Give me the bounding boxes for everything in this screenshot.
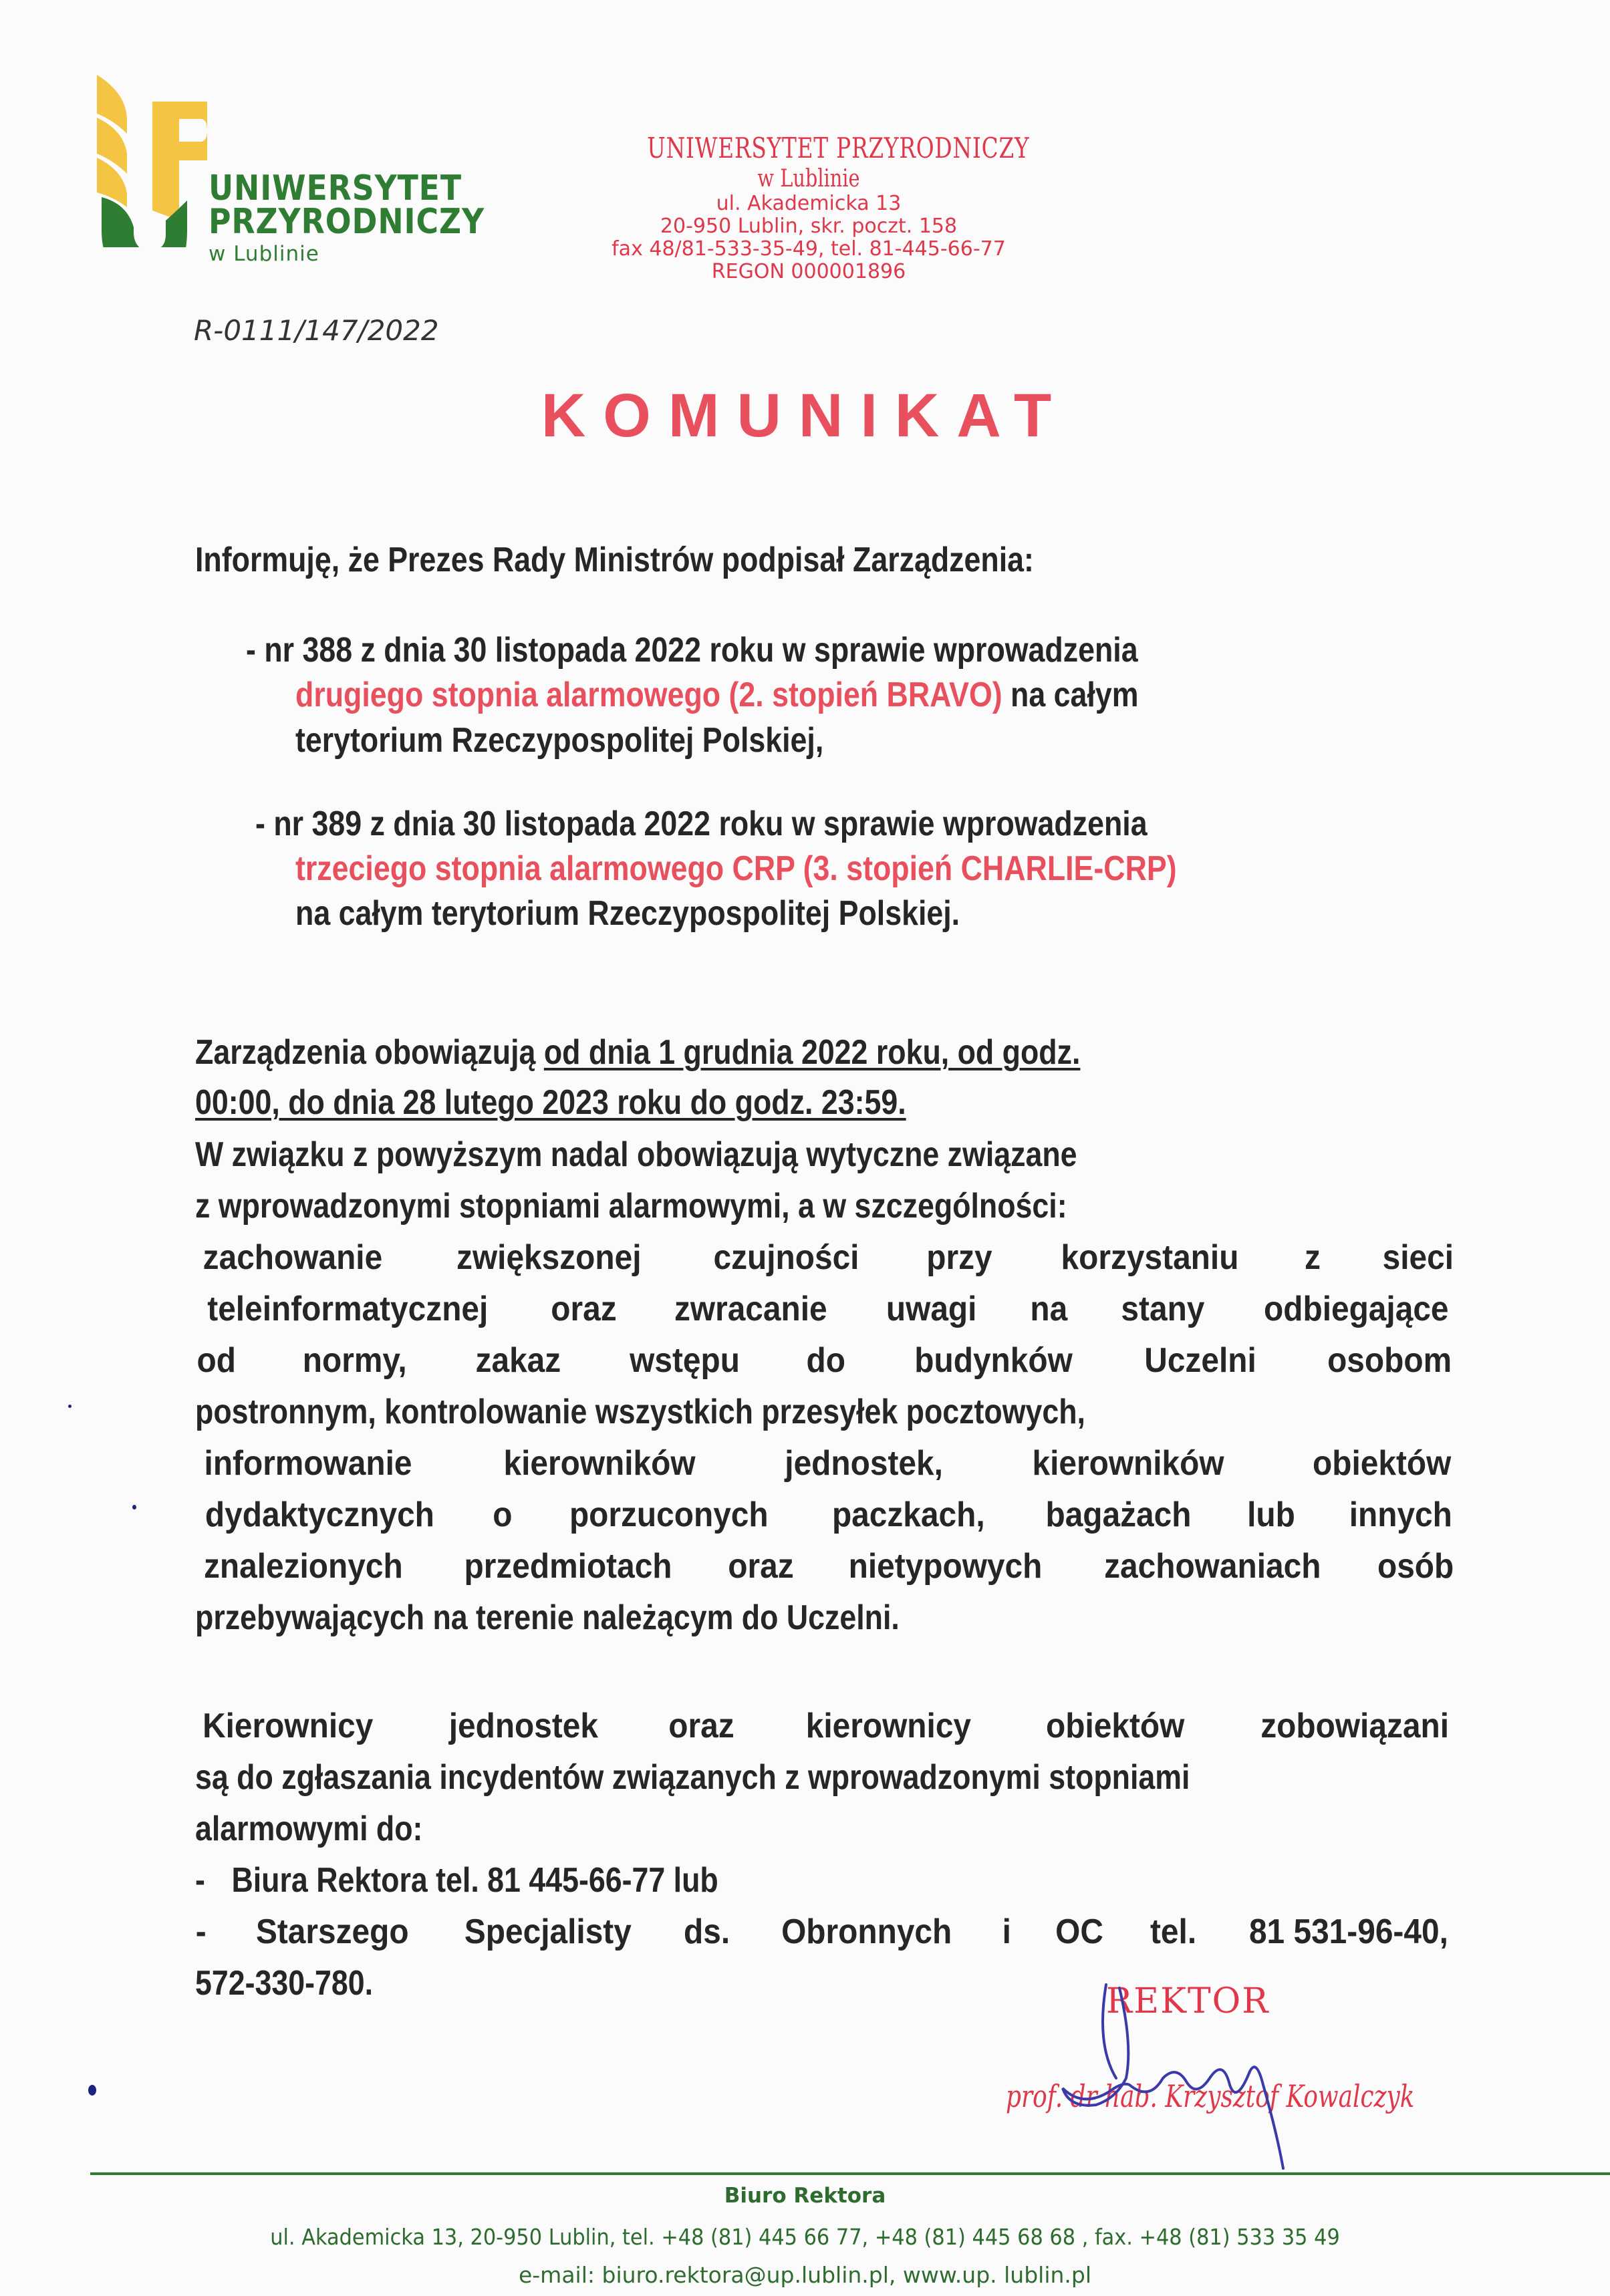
stamp-street: ul. Akademicka 13 — [716, 192, 902, 215]
contact-defense-specialist — [195, 1912, 1457, 1952]
word: kierowników — [503, 1444, 696, 1483]
scan-speck — [132, 1505, 136, 1510]
list-dash: - — [195, 1912, 207, 1951]
document-title: KOMUNIKAT — [541, 382, 1069, 450]
handwritten-signature-icon — [1056, 1965, 1403, 2178]
word: i — [1002, 1912, 1011, 1951]
word: kierowników — [1032, 1444, 1224, 1483]
word: oraz — [551, 1290, 618, 1328]
obligation-line3: alarmowymi do: — [195, 1810, 423, 1848]
order-389-alert-level: trzeciego stopnia alarmowego CRP (3. stopień CHARLIE-CRP) — [295, 849, 1177, 888]
contact-rector-office-text: Biura Rektora tel. 81 445-66-77 lub — [231, 1861, 718, 1900]
order-388-line2-rest: na całym — [1002, 676, 1139, 714]
footer-office-name: Biuro Rektora — [724, 2184, 886, 2208]
word: informowanie — [204, 1444, 412, 1483]
word: zwracanie — [674, 1290, 827, 1328]
word: zachowanie — [203, 1238, 383, 1277]
word: tel. — [1150, 1912, 1196, 1951]
word: innych — [1349, 1495, 1453, 1534]
guidelines-line6: postronnym, kontrolowanie wszystkich przesyłek pocztowych, — [195, 1393, 1085, 1431]
contact-rector-office — [195, 1860, 718, 1900]
guidelines-line8 — [195, 1495, 1457, 1535]
validity-period-end: 00:00, do dnia 28 lutego 2023 roku do godz. 23:59. — [195, 1083, 906, 1122]
word: o — [493, 1495, 513, 1534]
word: obiektów — [1312, 1444, 1451, 1483]
footer-address: ul. Akademicka 13, 20-950 Lublin, tel. +48 (81) 445 66 77, +48 (81) 445 68 68 , fax. +48 (81) 533 35 49 — [270, 2224, 1340, 2250]
footer-divider — [90, 2172, 1610, 2175]
reference-number: R-0111/147/2022 — [194, 314, 439, 347]
word: oraz — [668, 1707, 734, 1745]
word: OC — [1055, 1912, 1104, 1951]
obligation-line2: są do zgłaszania incydentów związanych z wprowadzonymi stopniami — [195, 1758, 1190, 1797]
word: od — [196, 1341, 236, 1380]
word: odbiegające — [1264, 1290, 1449, 1328]
word: lub — [1247, 1495, 1295, 1534]
word: Kierownicy — [203, 1707, 374, 1745]
word: porzuconych — [569, 1495, 769, 1534]
word: nietypowych — [848, 1547, 1043, 1586]
word: do — [806, 1341, 846, 1380]
word: normy, — [302, 1341, 407, 1380]
contact-continuation: 572-330-780. — [195, 1964, 374, 2003]
word: kierownicy — [806, 1707, 972, 1745]
stamp-name: UNIWERSYTET PRZYRODNICZY — [647, 132, 1030, 164]
guidelines-line3 — [195, 1238, 1457, 1278]
word: zwiększonej — [456, 1238, 642, 1277]
list-dash: - — [195, 1861, 205, 1900]
order-388-alert-level: drugiego stopnia alarmowego (2. stopień BRAVO) — [295, 676, 1002, 714]
word: przy — [926, 1238, 992, 1277]
word: zobowiązani — [1260, 1707, 1449, 1745]
word: na — [1030, 1290, 1068, 1328]
validity-prefix: Zarządzenia obowiązują — [195, 1033, 544, 1072]
order-389-line1: - nr 389 z dnia 30 listopada 2022 roku w sprawie wprowadzenia — [255, 805, 1148, 843]
signer-name: prof. dr hab. Krzysztof Kowalczyk — [1006, 2078, 1415, 2114]
word: osobom — [1327, 1341, 1452, 1380]
order-388-line1: - nr 388 z dnia 30 listopada 2022 roku w sprawie wprowadzenia — [246, 631, 1138, 670]
intro-paragraph: Informuję, że Prezes Rady Ministrów podpisał Zarządzenia: — [195, 541, 1034, 579]
word: Obronnych — [781, 1912, 952, 1951]
guidelines-line4 — [195, 1289, 1457, 1329]
guidelines-line5 — [195, 1340, 1457, 1381]
scan-speck — [68, 1405, 72, 1408]
word: wstępu — [629, 1341, 740, 1380]
word: ds. — [683, 1912, 730, 1951]
order-388-line2 — [295, 675, 1138, 715]
stamp-regon: REGON 000001896 — [711, 260, 906, 283]
word: zachowaniach — [1103, 1547, 1321, 1586]
logo-text-line1: UNIWERSYTET — [209, 168, 462, 208]
word: Specjalisty — [464, 1912, 632, 1951]
guidelines-line1: W związku z powyższym nadal obowiązują wytyczne związane — [195, 1135, 1077, 1174]
word: oraz — [728, 1547, 794, 1586]
word: korzystaniu — [1061, 1238, 1239, 1277]
word: jednostek, — [785, 1444, 943, 1483]
word: sieci — [1382, 1238, 1454, 1277]
rector-stamp-label: REKTOR — [1106, 1981, 1270, 2021]
word: dydaktycznych — [205, 1495, 434, 1534]
order-389-line3: na całym terytorium Rzeczypospolitej Polskiej. — [295, 894, 960, 933]
logo-text-line2: PRZYRODNICZY — [209, 202, 485, 242]
word: zakaz — [475, 1341, 561, 1380]
validity-line1 — [195, 1032, 1080, 1072]
word: uwagi — [886, 1290, 977, 1328]
word: stany — [1121, 1290, 1205, 1328]
logo-text-line3: w Lublinie — [209, 242, 319, 266]
word: jednostek — [448, 1707, 598, 1745]
stamp-postal: 20-950 Lublin, skr. poczt. 158 — [660, 214, 958, 238]
word: przedmiotach — [464, 1547, 672, 1586]
word: Uczelni — [1144, 1341, 1257, 1380]
word: osób — [1377, 1547, 1454, 1586]
stamp-phones: fax 48/81-533-35-49, tel. 81-445-66-77 — [612, 237, 1006, 261]
obligation-line1 — [195, 1706, 1457, 1746]
word: paczkach, — [831, 1495, 985, 1534]
word: teleinformatycznej — [207, 1290, 489, 1328]
guidelines-line10: przebywających na terenie należącym do Uczelni. — [195, 1598, 900, 1637]
order-388-line3: terytorium Rzeczypospolitej Polskiej, — [295, 721, 824, 760]
scan-speck — [88, 2085, 96, 2096]
guidelines-line9 — [195, 1546, 1457, 1586]
word: budynków — [914, 1341, 1073, 1380]
validity-period-start: od dnia 1 grudnia 2022 roku, od godz. — [543, 1033, 1081, 1072]
word: czujności — [713, 1238, 859, 1277]
word: z — [1305, 1238, 1321, 1277]
word: bagażach — [1045, 1495, 1192, 1534]
word: znalezionych — [203, 1547, 403, 1586]
footer-contact: e-mail: biuro.rektora@up.lublin.pl, www.up. lublin.pl — [518, 2262, 1092, 2288]
word: Starszego — [255, 1912, 409, 1951]
stamp-city: w Lublinie — [757, 165, 860, 192]
guidelines-line7 — [195, 1443, 1457, 1483]
word: 81 531-96-40, — [1249, 1912, 1449, 1951]
guidelines-line2: z wprowadzonymi stopniami alarmowymi, a w szczególności: — [195, 1187, 1067, 1226]
word: obiektów — [1046, 1707, 1185, 1745]
up-logo-mark-icon — [94, 67, 207, 247]
university-logo — [94, 67, 495, 287]
university-stamp — [601, 131, 1030, 283]
